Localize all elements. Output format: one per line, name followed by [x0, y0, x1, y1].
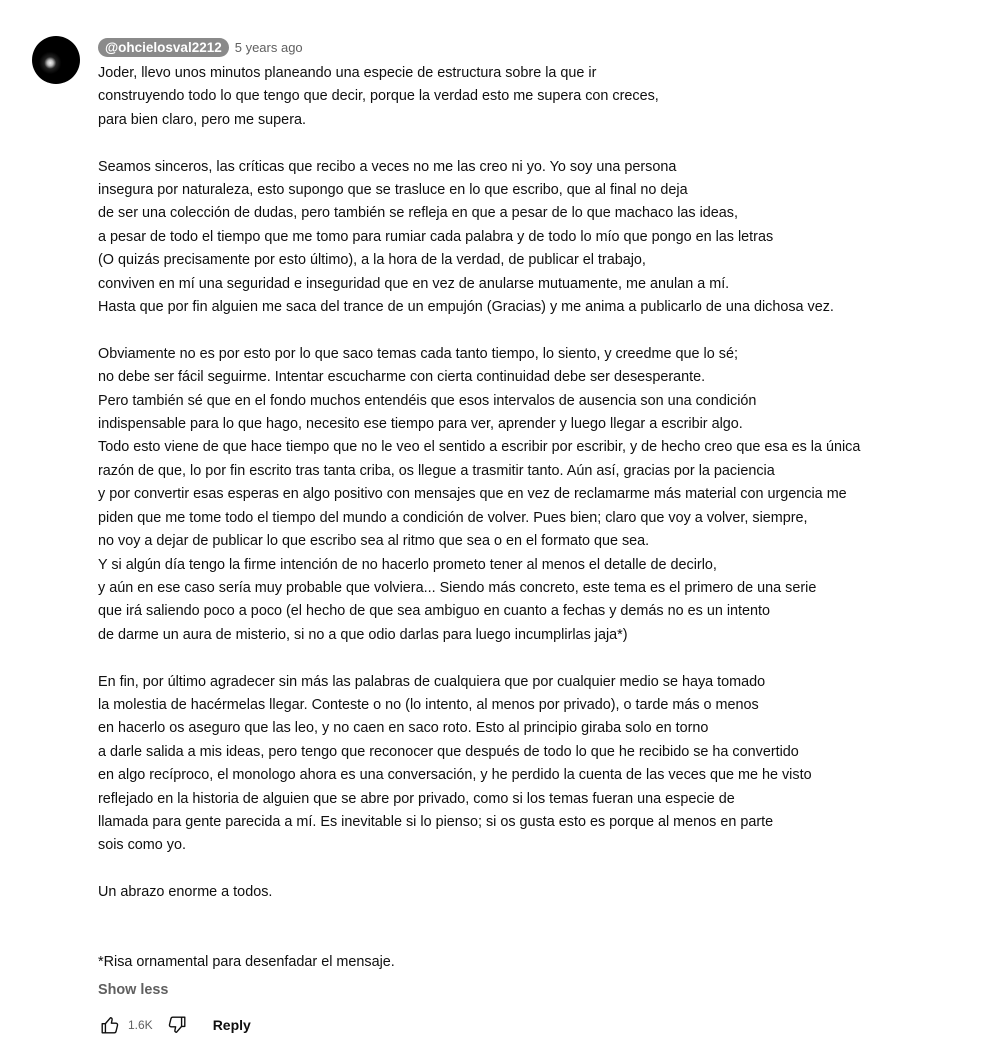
comment-line: Joder, llevo unos minutos planeando una especie de estructura sobre la que ir — [98, 65, 597, 81]
author-handle[interactable]: @ohcielosval2212 — [98, 38, 229, 57]
comment-line: Todo esto viene de que hace tiempo que no le veo el sentido a escribir por escribir, y de hecho creo que esa es la única — [98, 439, 861, 456]
comment-timestamp[interactable]: 5 years ago — [234, 39, 303, 55]
comment-paragraph — [98, 156, 978, 320]
comment-body — [98, 36, 978, 1037]
comment-header — [98, 36, 978, 58]
comment-line: y aún en ese caso sería muy probable que volviera... Siendo más concreto, este tema es el primero de una serie — [98, 579, 817, 596]
comment-line: de ser una colección de dudas, pero también se refleja en que a pesar de lo que machaco las ideas, — [98, 205, 738, 222]
comment-line: no voy a dejar de publicar lo que escribo sea al ritmo que sea o en el formato que sea. — [98, 533, 650, 550]
comment-actions — [98, 1013, 978, 1037]
comment-paragraph — [98, 62, 978, 132]
thumbs-up-icon — [99, 1014, 121, 1036]
comment-paragraph — [98, 881, 978, 904]
comment-line: que irá saliendo poco a poco (el hecho de que sea ambiguo en cuanto a fechas y demás no es un intento — [98, 603, 771, 620]
comment-paragraph — [98, 343, 978, 647]
comment-line: a darle salida a mis ideas, pero tengo que reconocer que después de todo lo que he recibido se ha convertido — [98, 743, 799, 760]
comment-line: conviven en mí una seguridad e inseguridad que en vez de anularse mutuamente, me anulan a mí. — [98, 275, 730, 292]
comment-line: construyendo todo lo que tengo que decir, porque la verdad esto me supera con creces, — [98, 88, 659, 105]
comment-line: indispensable para lo que hago, necesito ese tiempo para ver, aprender y luego llegar a escribir algo. — [98, 416, 743, 433]
comment-line: Obviamente no es por esto por lo que saco temas cada tanto tiempo, lo siento, y creedme que lo sé; — [98, 345, 738, 362]
thumbs-down-icon — [166, 1014, 188, 1036]
comment-line: *Risa ornamental para desenfadar el mensaje. — [98, 954, 395, 971]
comment-line: Pero también sé que en el fondo muchos entendéis que esos intervalos de ausencia son una condición — [98, 392, 757, 409]
comment-line: reflejado en la historia de alguien que se abre por privado, como si los temas fueran una especie de — [98, 790, 735, 807]
comment-line: para bien claro, pero me supera. — [98, 111, 306, 128]
comment-line: llamada para gente parecida a mí. Es inevitable si lo pienso; si os gusta esto es porque al menos en parte — [98, 813, 774, 830]
comment-line: de darme un aura de misterio, si no a que odio darlas para luego incumplirlas jaja*) — [98, 626, 628, 643]
comment-line: a pesar de todo el tiempo que me tomo para rumiar cada palabra y de todo lo mío que pongo en las letras — [98, 228, 774, 245]
comment-line: Hasta que por fin alguien me saca del trance de un empujón (Gracias) y me anima a publicarlo de una dichosa vez. — [98, 299, 834, 316]
comment-line: insegura por naturaleza, esto supongo que se trasluce en lo que escribo, que al final no deja — [98, 182, 688, 199]
comment-line: en algo recíproco, el monologo ahora es una conversación, y he perdido la cuenta de las veces que me he visto — [98, 767, 812, 784]
comment-paragraph — [98, 671, 978, 858]
comment-line: no debe ser fácil seguirme. Intentar escucharme con cierta continuidad debe ser desesperante. — [98, 369, 706, 386]
comment-line: razón de que, lo por fin escrito tras tanta criba, os llegue a trasmitir tanto. Aún así, gracias por la paciencia — [98, 462, 775, 479]
comment-paragraph — [98, 951, 978, 974]
comment-line: en hacerlo os aseguro que las leo, y no caen en saco roto. Esto al principio giraba solo en torno — [98, 720, 709, 737]
show-less-button[interactable]: Show less — [98, 981, 169, 998]
avatar[interactable] — [32, 36, 80, 84]
comment-line: y por convertir esas esperas en algo positivo con mensajes que en vez de reclamarme más material con urgencia me — [98, 486, 847, 503]
dislike-button[interactable] — [165, 1013, 189, 1037]
comment-line: (O quizás precisamente por esto último), a la hora de la verdad, de publicar el trabajo, — [98, 252, 646, 269]
comment-line: Y si algún día tengo la firme intención de no hacerlo prometo tener al menos el detalle de decirlo, — [98, 556, 717, 573]
like-button[interactable] — [98, 1013, 122, 1037]
like-count: 1.6K — [128, 1017, 153, 1032]
comment-line: En fin, por último agradecer sin más las palabras de cualquiera que por cualquier medio se haya tomado — [98, 673, 766, 690]
comment-line: la molestia de hacérmelas llegar. Conteste o no (lo intento, al menos por privado), o tarde más o menos — [98, 696, 759, 713]
comment-line: Un abrazo enorme a todos. — [98, 884, 273, 901]
comment-text — [98, 62, 978, 975]
comment-line: piden que me tome todo el tiempo del mundo a condición de volver. Pues bien; claro que voy a volver, siempre, — [98, 509, 808, 526]
reply-button[interactable]: Reply — [212, 1016, 251, 1033]
comment-line: Seamos sinceros, las críticas que recibo a veces no me las creo ni yo. Yo soy una persona — [98, 158, 677, 175]
comment-line: sois como yo. — [98, 837, 186, 854]
